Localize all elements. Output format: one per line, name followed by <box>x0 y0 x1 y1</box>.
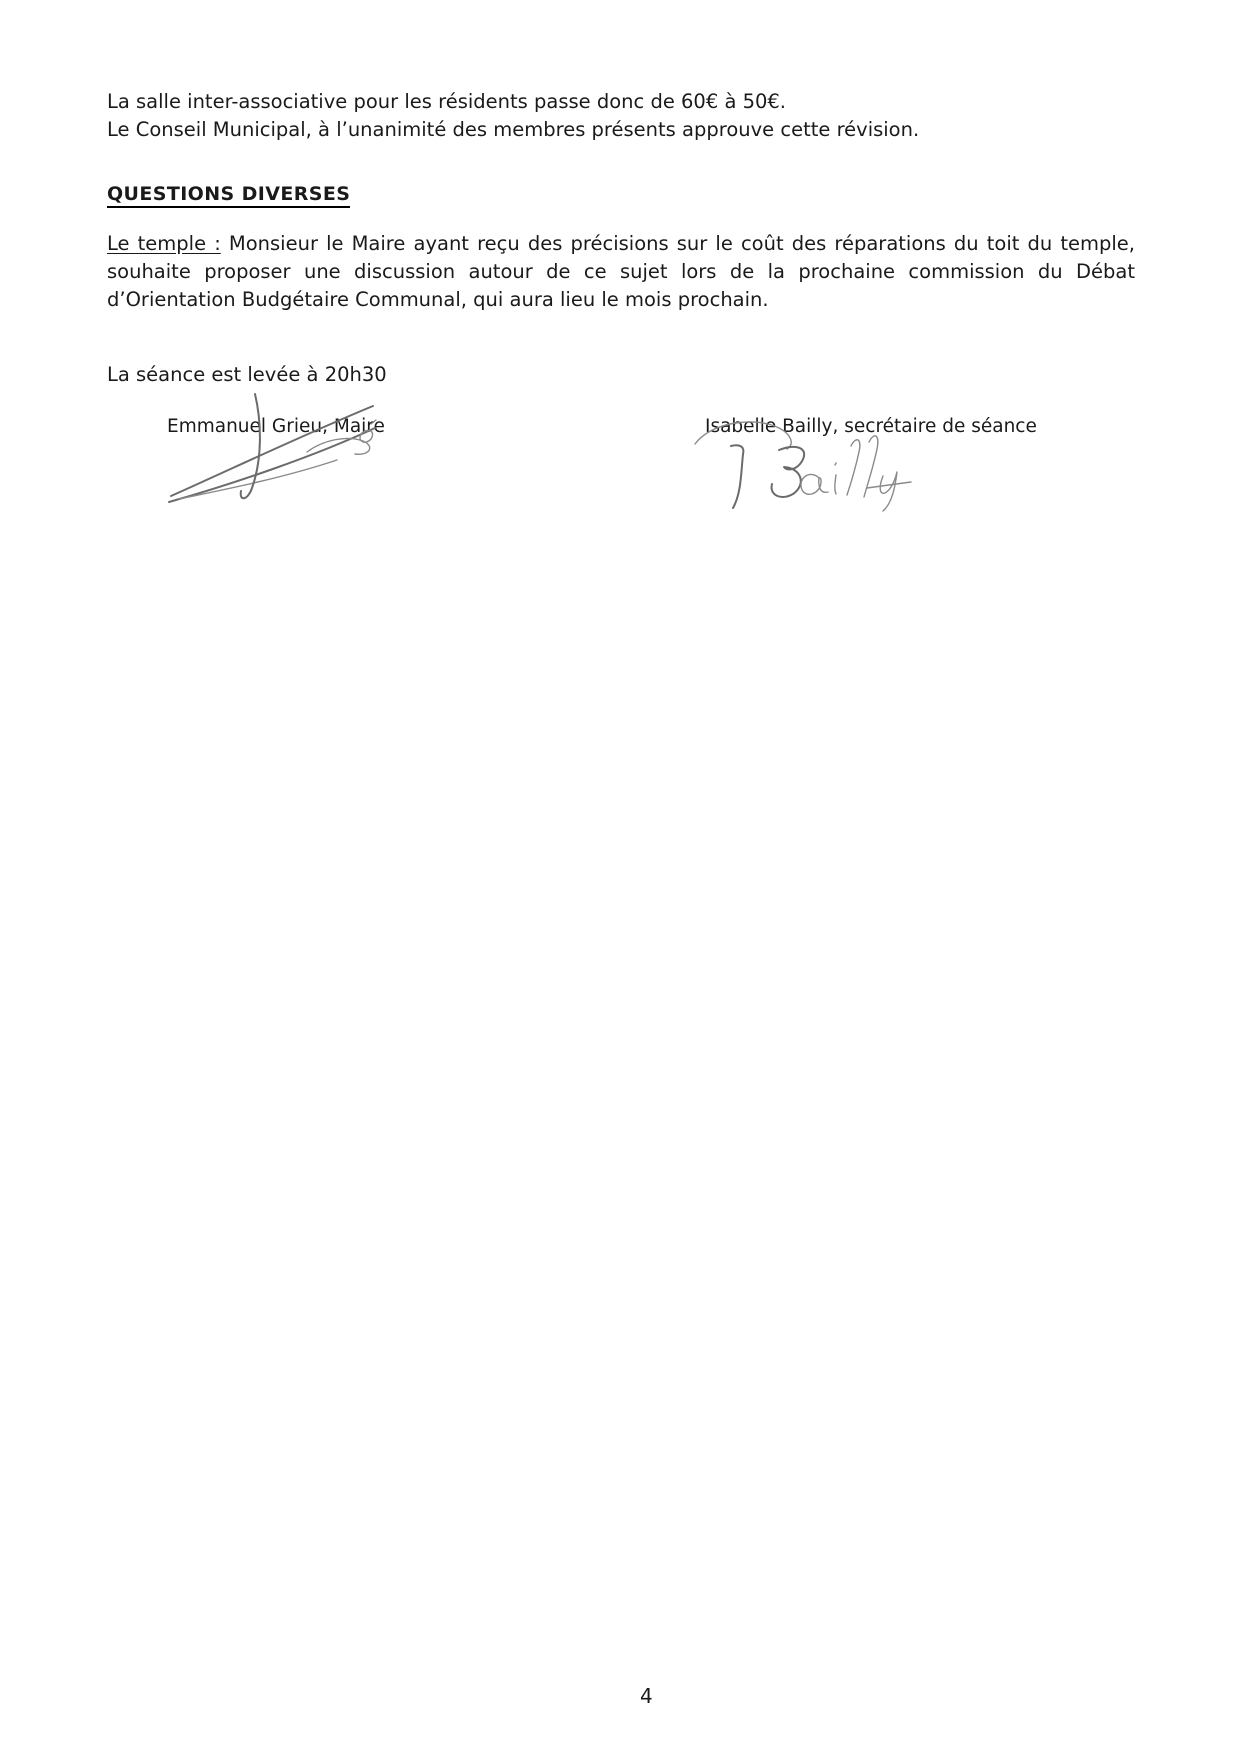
section-heading-text: QUESTIONS DIVERSES <box>107 183 350 208</box>
temple-paragraph-line-3: d’Orientation Budgétaire Communal, qui aura lieu le mois prochain. <box>107 288 769 311</box>
signature-mayor-handwriting <box>165 390 380 508</box>
intro-line-2: Le Conseil Municipal, à l’unanimité des membres présents approuve cette révision. <box>107 118 920 141</box>
intro-paragraph <box>107 88 1137 144</box>
temple-paragraph-line-2: souhaite proposer une discussion autour de ce sujet lors de la prochaine commission du Débat <box>107 260 1135 283</box>
temple-line-1-text: Monsieur le Maire ayant reçu des précisions sur le coût des réparations du toit du temple, <box>228 232 1135 255</box>
intro-line-1: La salle inter-associative pour les résidents passe donc de 60€ à 50€. <box>107 90 787 113</box>
closing-line: La séance est levée à 20h30 <box>107 363 387 386</box>
signature-secretary-handwriting <box>683 408 923 516</box>
temple-lead: Le temple : <box>107 232 221 255</box>
section-heading <box>107 183 350 208</box>
page-number: 4 <box>640 1684 653 1708</box>
signature-label-mayor: Emmanuel Grieu, Maire <box>167 416 385 437</box>
temple-paragraph <box>107 230 1135 314</box>
signature-label-secretary: Isabelle Bailly, secrétaire de séance <box>705 416 1037 437</box>
temple-paragraph-line-1 <box>107 230 1135 258</box>
